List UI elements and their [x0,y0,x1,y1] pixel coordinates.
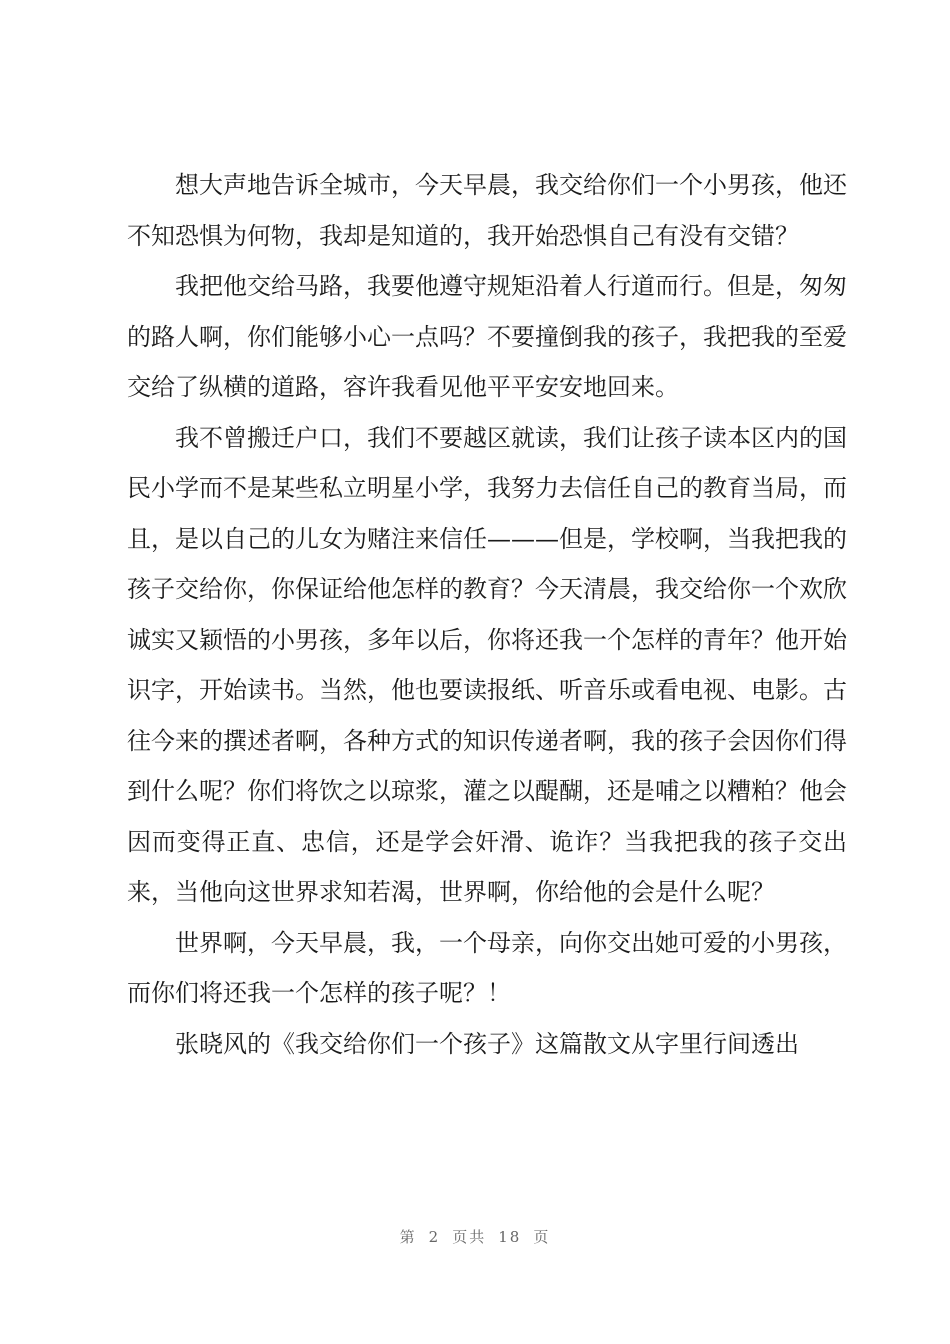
page-footer [0,1226,950,1247]
paragraph: 我把他交给马路，我要他遵守规矩沿着人行道而行。但是，匆匆的路人啊，你们能够小心一点吗？不要撞倒我的孩子，我把我的至爱交给了纵横的道路，容许我看见他平平安安地回来。 [127,272,847,401]
paragraph: 世界啊，今天早晨，我，一个母亲，向你交出她可爱的小男孩，而你们将还我一个怎样的孩子呢？！ [127,928,847,1007]
footer-prefix: 第 [399,1228,417,1246]
footer-page-number: 2 [428,1228,441,1246]
footer-total-pages: 18 [498,1228,522,1246]
footer-suffix: 页 [533,1228,551,1246]
footer-middle: 页共 [452,1228,487,1246]
paragraph: 张晓风的《我交给你们一个孩子》这篇散文从字里行间透出 [175,1029,799,1058]
paragraph: 我不曾搬迁户口，我们不要越区就读，我们让孩子读本区内的国民小学而不是某些私立明星小学，我努力去信任自己的教育当局，而且，是以自己的儿女为赌注来信任———但是，学校啊，当我把我的孩子交给你，你保证给他怎样的教育？今天清晨，我交给你一个欢欣诚实又颖悟的小男孩，多年以后，你将还我一个怎样的青年？他开始识字，开始读书。当然，他也要读报纸、听音乐或看电视、电影。古往今来的撰述者啊，各种方式的知识传递者啊，我的孩子会因你们得到什么呢？你们将饮之以琼浆，灌之以醍醐，还是哺之以糟粕？他会因而变得正直、忠信，还是学会奸滑、诡诈？当我把我的孩子交出来，当他向这世界求知若渴，世界啊，你给他的会是什么呢？ [127,423,847,906]
paragraph: 想大声地告诉全城市，今天早晨，我交给你们一个小男孩，他还不知恐惧为何物，我却是知道的，我开始恐惧自己有没有交错？ [127,171,847,250]
document-body [127,160,847,1069]
